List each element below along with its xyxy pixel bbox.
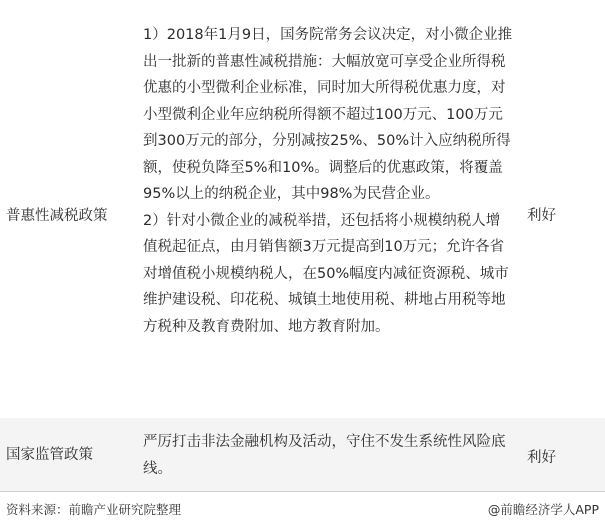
policy-impact: 利好 [527,208,556,224]
description-paragraph-1: 1）2018年1月9日，国务院常务会议决定，对小微企业推出一批新的普惠性减税措施：大幅放宽可享受企业所得税优惠的小型微利企业标准，同时加大所得税优惠力度，对小型微利企业年应纳税所得额不超过100万元、100万元到300万元的部分，分别减按25%、50%计入应纳税所得额，使税负降至5%和10%。调整后的优惠政策，将覆盖95%以上的纳税企业，其中98%为民营企业。 [143,27,513,202]
description-paragraph-1: 严厉打击非法金融机构及活动，守住不发生系统性风险底线。 [143,434,506,477]
source-note: 资料来源：前瞻产业研究院整理 [6,502,182,517]
policy-description [143,429,513,482]
policy-name: 普惠性减税政策 [6,208,108,224]
credit-watermark: @前瞻经济学人APP [487,502,599,517]
footer [0,491,605,525]
table-row-regulation [0,418,605,491]
description-paragraph-2: 2）针对小微企业的减税举措，还包括将小规模纳税人增值税起征点，由月销售额3万元提高到10万元；允许各省对增值税小规模纳税人，在50%幅度内减征资源税、城市维护建设税、印花税、城镇土地使用税、耕地占用税等地方税种及教育费附加、地方教育附加。 [143,212,509,335]
policy-name: 国家监管政策 [6,447,93,463]
policy-impact: 利好 [527,450,556,466]
policy-description [143,22,513,340]
